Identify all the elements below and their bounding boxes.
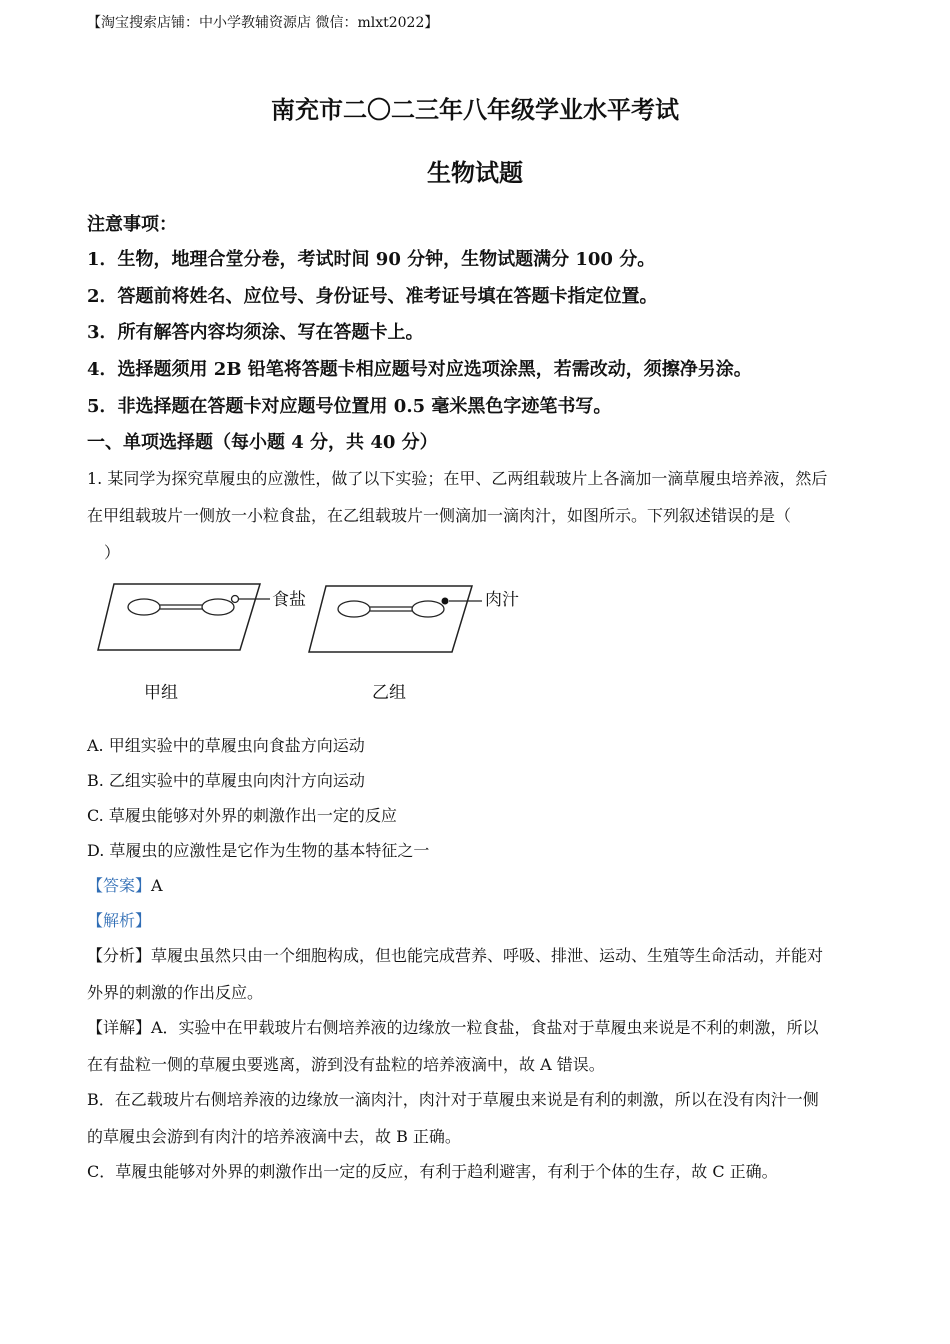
experiment-figure [90,572,540,712]
culture-drop-b-right [412,601,444,617]
analysis-tag: 【解析】 [87,911,152,930]
question-stem-line: 在甲组载玻片一侧放一小粒食盐，在乙组载玻片一侧滴加一滴肉汁，如图所示。下列叙述错误的是（ [87,506,792,525]
answer-line [87,873,163,896]
analysis-line: 外界的刺激的作出反应。 [87,983,264,1002]
option-d: D. 草履虫的应激性是它作为生物的基本特征之一 [87,841,430,860]
analysis-line: B．在乙载玻片右侧培养液的边缘放一滴肉汁，肉汁对于草履虫来说是有利的刺激，所以在没有肉汁一侧 [87,1090,819,1109]
analysis-line: 【分析】草履虫虽然只由一个细胞构成，但也能完成营养、呼吸、排泄、运动、生殖等生命活动，并能对 [87,946,824,965]
group-b-label: 乙组 [372,683,406,703]
salt-grain-icon [232,596,239,603]
exam-title: 南充市二〇二三年八年级学业水平考试 [271,95,679,124]
option-a: A. 甲组实验中的草履虫向食盐方向运动 [87,736,365,755]
analysis-line: 的草履虫会游到有肉汁的培养液滴中去，故 B 正确。 [87,1127,461,1146]
answer-tag: 【答案】 [87,876,152,895]
notice-item: 1．生物，地理合堂分卷，考试时间 90 分钟，生物试题满分 100 分。 [87,249,656,270]
slide-a [98,584,260,650]
notice-heading: 注意事项： [87,214,177,235]
notice-item: 4．选择题须用 2B 铅笔将答题卡相应题号对应选项涂黑，若需改动，须擦净另涂。 [87,359,752,380]
question-stem-line: 1. 某同学为探究草履虫的应激性，做了以下实验；在甲、乙两组载玻片上各滴加一滴草履虫培养液，然后 [87,469,828,488]
exam-subtitle: 生物试题 [427,158,523,187]
analysis-line: C．草履虫能够对外界的刺激作出一定的反应，有利于趋利避害，有利于个体的生存，故 C 正确。 [87,1162,778,1181]
option-b: B. 乙组实验中的草履虫向肉汁方向运动 [87,771,365,790]
answer-value: A [151,876,163,895]
section-heading: 一、单项选择题（每小题 4 分，共 40 分） [87,432,438,453]
salt-label: 食盐 [272,590,306,610]
option-c: C. 草履虫能够对外界的刺激作出一定的反应 [87,806,397,825]
question-stem-line: ） [104,543,121,562]
analysis-line: 在有盐粒一侧的草履虫要逃离，游到没有盐粒的培养液滴中，故 A 错误。 [87,1055,605,1074]
analysis-line: 【详解】A．实验中在甲载玻片右侧培养液的边缘放一粒食盐，食盐对于草履虫来说是不利的刺激，所以 [87,1018,819,1037]
meat-juice-drop-icon [442,598,449,605]
culture-drop-a-right [202,599,234,615]
culture-drop-a-left [128,599,160,615]
notice-item: 3．所有解答内容均须涂、写在答题卡上。 [87,322,424,343]
group-a-label: 甲组 [144,683,178,703]
culture-drop-b-left [338,601,370,617]
slide-b [309,586,472,652]
notice-item: 5．非选择题在答题卡对应题号位置用 0.5 毫米黑色字迹笔书写。 [87,396,612,417]
notice-item: 2．答题前将姓名、应位号、身份证号、准考证号填在答题卡指定位置。 [87,286,658,307]
juice-label: 肉汁 [485,590,519,610]
header-note: 【淘宝搜索店铺：中小学教辅资源店 微信：mlxt2022】 [87,15,439,31]
